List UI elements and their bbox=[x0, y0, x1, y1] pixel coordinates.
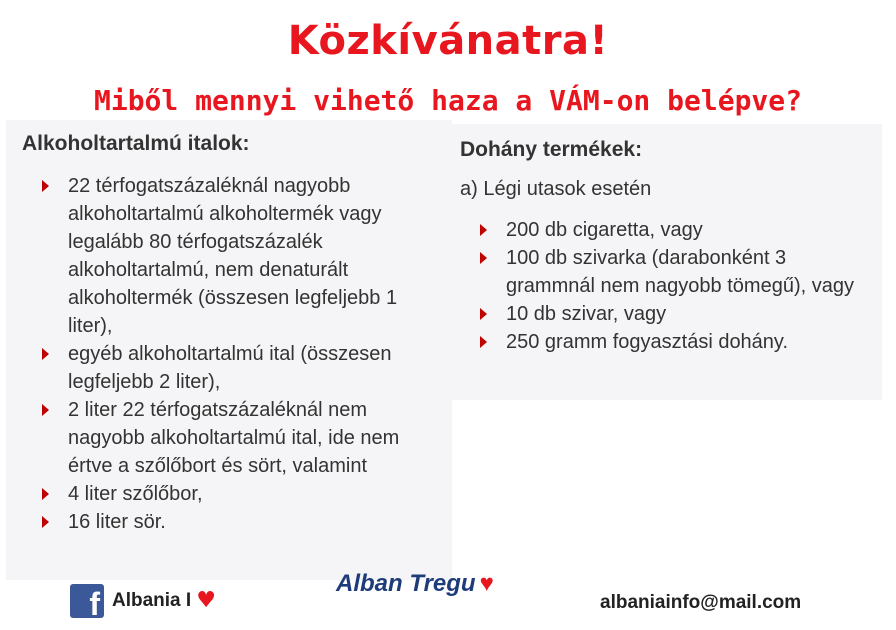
bullet-arrow-icon bbox=[42, 404, 49, 416]
tobacco-sub-label: a) Légi utasok esetén bbox=[460, 178, 652, 200]
bullet-arrow-icon bbox=[480, 224, 487, 236]
list-item bbox=[480, 328, 880, 356]
facebook-icon-letter: f bbox=[89, 586, 100, 622]
author-signature bbox=[336, 570, 494, 598]
heart-icon: ♥ bbox=[196, 588, 216, 613]
list-item-text: egyéb alkoholtartalmú ital (összesen legfeljebb 2 liter), bbox=[68, 343, 392, 393]
facebook-link[interactable] bbox=[70, 583, 216, 622]
alcohol-heading: Alkoholtartalmú italok: bbox=[22, 132, 250, 155]
list-item bbox=[42, 396, 442, 480]
bullet-arrow-icon bbox=[480, 308, 487, 320]
contact-email[interactable]: albaniainfo@mail.com bbox=[600, 592, 802, 613]
list-item bbox=[42, 172, 442, 340]
tobacco-panel bbox=[452, 124, 882, 400]
bullet-arrow-icon bbox=[480, 252, 487, 264]
list-item-text: 250 gramm fogyasztási dohány. bbox=[506, 331, 789, 353]
list-item-text: 16 liter sör. bbox=[68, 511, 166, 533]
bullet-arrow-icon bbox=[42, 516, 49, 528]
bullet-arrow-icon bbox=[42, 348, 49, 360]
list-item bbox=[480, 216, 880, 244]
heart-icon: ♥ bbox=[479, 570, 494, 597]
bullet-arrow-icon bbox=[42, 180, 49, 192]
list-item bbox=[480, 300, 880, 328]
list-item bbox=[42, 480, 442, 508]
list-item-text: 4 liter szőlőbor, bbox=[68, 483, 203, 505]
list-item bbox=[42, 508, 442, 536]
list-item bbox=[42, 340, 442, 396]
page-subtitle: Miből mennyi vihető haza a VÁM-on belépve? bbox=[93, 84, 802, 117]
author-name: Alban Tregu bbox=[336, 570, 476, 597]
list-item-text: 200 db cigaretta, vagy bbox=[506, 219, 703, 241]
bullet-arrow-icon bbox=[42, 488, 49, 500]
list-item-text: 100 db szivarka (darabonként 3 grammnál nem nagyobb tömegű), vagy bbox=[506, 247, 854, 297]
facebook-icon bbox=[70, 584, 104, 622]
page-title: Közkívánatra! bbox=[287, 18, 609, 64]
list-item-text: 10 db szivar, vagy bbox=[506, 303, 667, 325]
facebook-label: Albania I bbox=[112, 590, 192, 611]
alcohol-panel bbox=[6, 120, 452, 580]
tobacco-list bbox=[480, 216, 880, 356]
list-item bbox=[480, 244, 880, 300]
list-item-text: 22 térfogatszázaléknál nagyobb alkoholtartalmú alkoholtermék vagy legalább 80 térfogatszázalék alkoholtartalmú, nem denaturált alkoholtermék (összesen legfeljebb 1 liter), bbox=[68, 175, 398, 337]
tobacco-heading: Dohány termékek: bbox=[460, 138, 643, 161]
list-item-text: 2 liter 22 térfogatszázaléknál nem nagyobb alkoholtartalmú ital, ide nem értve a szőlőbort és sört, valamint bbox=[68, 399, 400, 477]
bullet-arrow-icon bbox=[480, 336, 487, 348]
alcohol-list bbox=[42, 172, 442, 536]
